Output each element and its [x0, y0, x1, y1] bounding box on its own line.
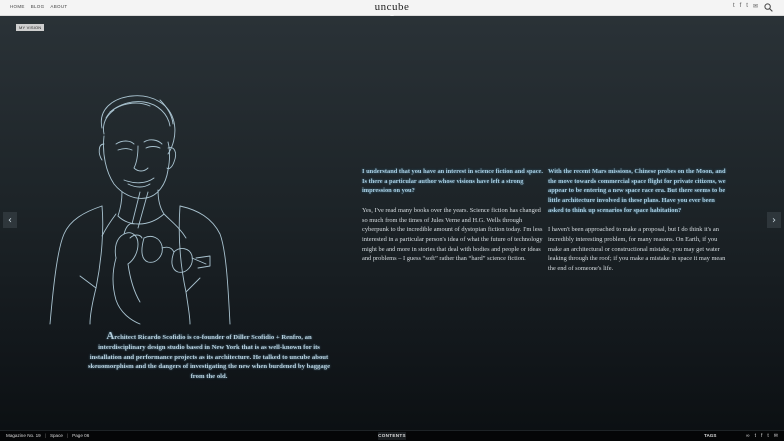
intro-text: rchitect Ricardo Scofidio is co-founder of Diller Scofidio + Renfro, an interdisciplinary design studio based in New York that is as well-known for its installation and performance projects as its architecture. He talked to uncube about skeuomorphism and the dangers of investigating the new when burdened by baggage from the old.: [87, 334, 331, 381]
magazine-link[interactable]: Magazine No. 19: [6, 433, 41, 438]
interview-question: I understand that you have an interest in science fiction and space. Is there a particular author whose visions have left a strong impression on you?: [362, 168, 543, 195]
search-icon[interactable]: [764, 3, 773, 12]
interview-question: With the recent Mars missions, Chinese probes on the Moon, and the move towards commercial space flight for private citizens, we appear to be entering a new space race era. But there seems to be little architecture involved in these plans. Have you ever been asked to think up scenarios for space habitation?: [548, 168, 726, 214]
tumblr-icon[interactable]: t: [746, 3, 748, 9]
issue-link[interactable]: Space: [49, 433, 63, 438]
share-icons: [746, 433, 778, 439]
nav-about-link[interactable]: ABOUT: [50, 4, 68, 9]
contents-button[interactable]: CONTENTS: [378, 433, 406, 438]
portrait-illustration: [40, 88, 240, 328]
facebook-icon[interactable]: f: [739, 3, 742, 9]
twitter-icon[interactable]: t: [732, 3, 735, 9]
previous-page-button[interactable]: [3, 212, 17, 228]
article-intro: [86, 332, 332, 382]
breadcrumb-separator: |: [44, 433, 46, 438]
link-icon[interactable]: ∞: [746, 433, 750, 439]
next-page-button[interactable]: [767, 212, 781, 228]
chevron-left-icon: ‹: [8, 214, 12, 226]
bottom-bar: [0, 430, 784, 441]
mail-icon[interactable]: ✉: [773, 433, 778, 439]
tags-button[interactable]: TAGS: [704, 433, 717, 438]
chevron-right-icon: ›: [772, 214, 776, 226]
breadcrumb-separator: |: [66, 433, 69, 438]
top-navigation-bar: [0, 0, 784, 16]
twitter-icon[interactable]: t: [754, 433, 757, 439]
site-logo[interactable]: uncube: [374, 1, 410, 13]
social-links: [733, 3, 758, 10]
interview-answer: Yes, I've read many books over the years. Science fiction has changed so much from the times of Jules Verne and H.G. Wells through cyberpunk to the incredible amount of dystopian fiction today. I'm less interested in a particular person's idea of what the future of technology might be and more in stories that deal with bodies and people or ideas and problems – I guess “soft” rather than “hard” science fiction.: [362, 206, 543, 263]
mail-icon[interactable]: ✉: [752, 4, 758, 10]
article-column-2: [548, 167, 732, 283]
article-page: [0, 16, 784, 431]
nav-home-link[interactable]: HOME: [10, 4, 25, 9]
intro-dropcap: A: [106, 330, 115, 342]
section-tag[interactable]: MY VISION: [16, 24, 44, 31]
tumblr-icon[interactable]: t: [767, 433, 769, 439]
page-number: Page 06: [72, 433, 90, 438]
facebook-icon[interactable]: f: [761, 433, 763, 439]
article-column-1: [362, 167, 546, 274]
nav-blog-link[interactable]: BLOG: [30, 4, 45, 9]
interview-answer: I haven't been approached to make a proposal, but I do think it's an incredibly interesting problem, for many reasons. On Earth, if you make an architectural or constructional mistake, you may get water leaking through the roof; if you make a mistake in space it may mean the end of someone's life.: [548, 226, 726, 273]
